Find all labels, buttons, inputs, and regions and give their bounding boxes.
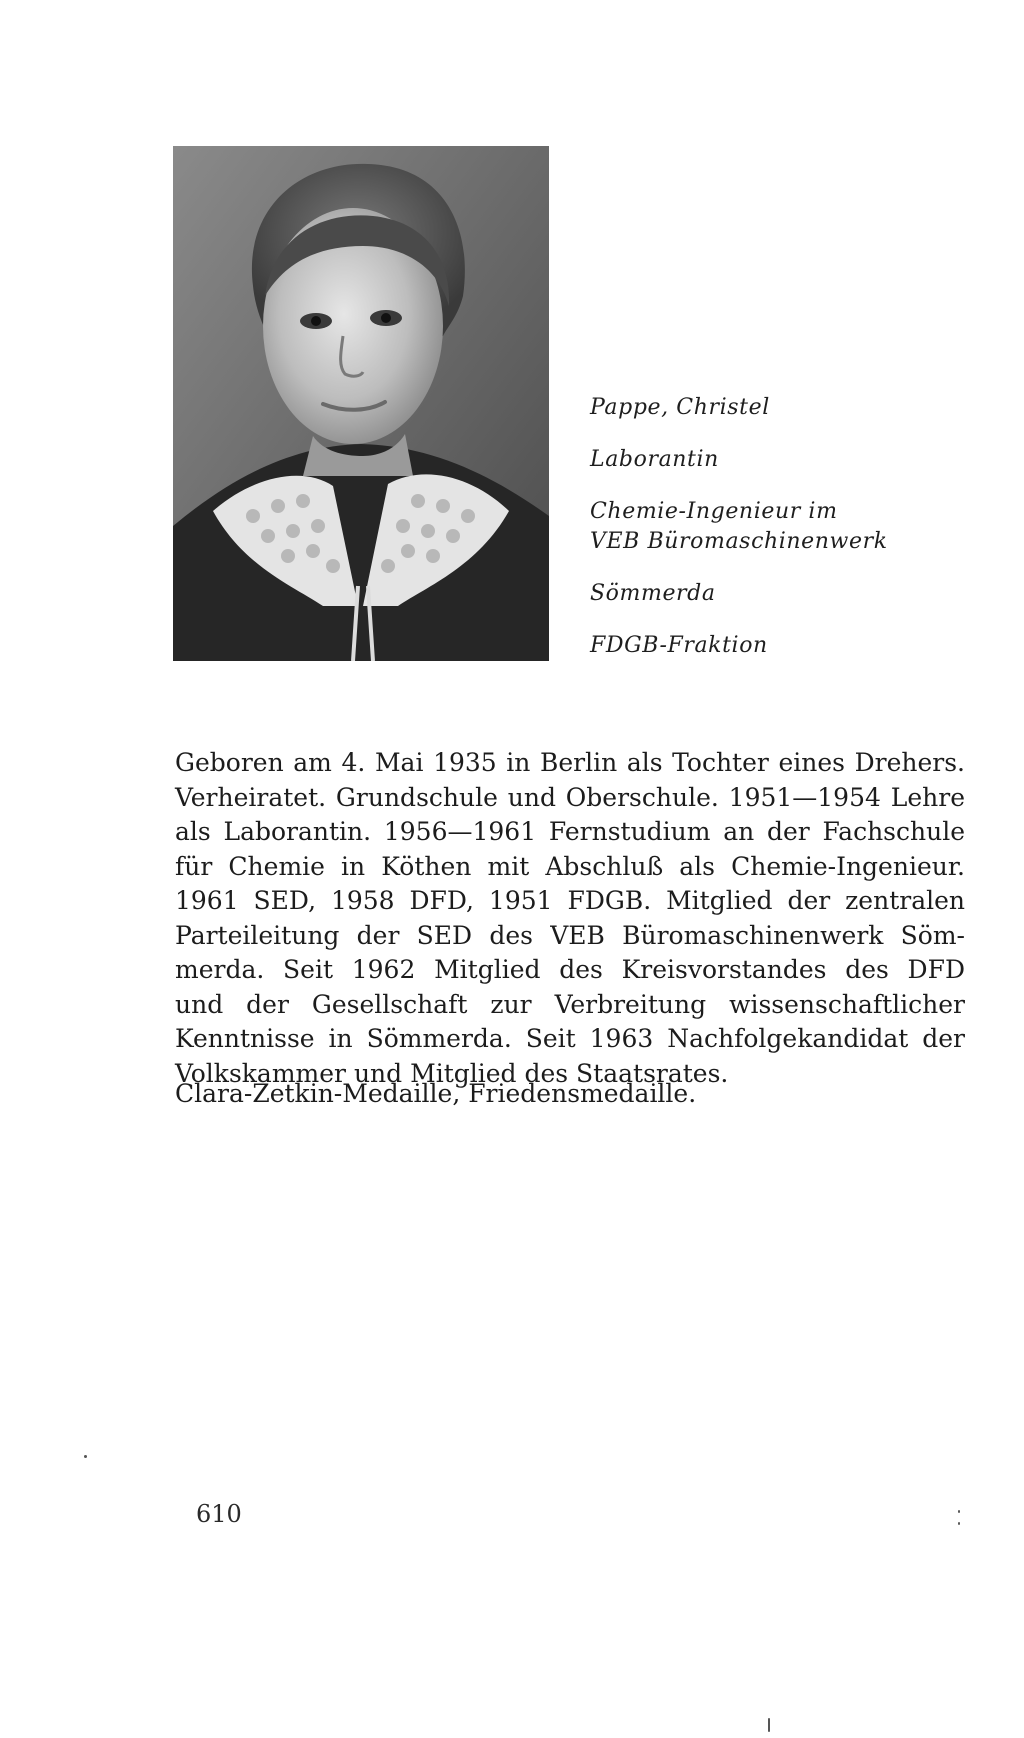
person-details — [590, 393, 990, 661]
person-name: Pappe, Christel — [590, 395, 770, 420]
person-location: Sömmerda — [590, 581, 716, 606]
print-speck — [958, 1522, 960, 1525]
biography-paragraph — [175, 746, 965, 1091]
awards-line: Clara-Zetkin-Medaille, Friedensmedaille. — [175, 1079, 697, 1108]
portrait-photo — [173, 146, 549, 661]
biography-line: 1961 SED, 1958 DFD, 1951 FDGB. Mitglied der zentralen — [175, 886, 965, 915]
biography-line: Verheiratet. Grundschule und Oberschule. 1951—1954 Lehre — [175, 782, 965, 812]
portrait-illustration — [173, 146, 549, 661]
biography-line: Kenntnisse in Sömmerda. Seit 1963 Nachfolgekandidat der — [175, 1024, 965, 1053]
print-speck — [84, 1455, 87, 1458]
person-occupation: Laborantin — [590, 447, 719, 472]
person-position-line-1: Chemie-Ingenieur im — [590, 499, 838, 524]
person-faction: FDGB-Fraktion — [590, 633, 768, 658]
biography-line: Parteileitung der SED des VEB Büromaschinenwerk Söm- — [175, 920, 965, 950]
biography-line: Volkskammer und Mitglied des Staatsrates. — [175, 1058, 729, 1088]
print-speck — [768, 1718, 770, 1732]
print-speck — [958, 1510, 960, 1513]
biography-line: für Chemie in Köthen mit Abschluß als Chemie-Ingenieur. — [175, 851, 965, 881]
biography-line: und der Gesellschaft zur Verbreitung wissenschaftlicher — [175, 989, 965, 1019]
biography-line: Geboren am 4. Mai 1935 in Berlin als Tochter eines Drehers. — [175, 748, 965, 777]
biography-line: merda. Seit 1962 Mitglied des Kreisvorstandes des DFD — [175, 955, 965, 984]
page-number: 610 — [196, 1500, 242, 1528]
biography-line: als Laborantin. 1956—1961 Fernstudium an der Fachschule — [175, 817, 965, 846]
person-position-line-2: VEB Büromaschinenwerk — [590, 529, 888, 554]
